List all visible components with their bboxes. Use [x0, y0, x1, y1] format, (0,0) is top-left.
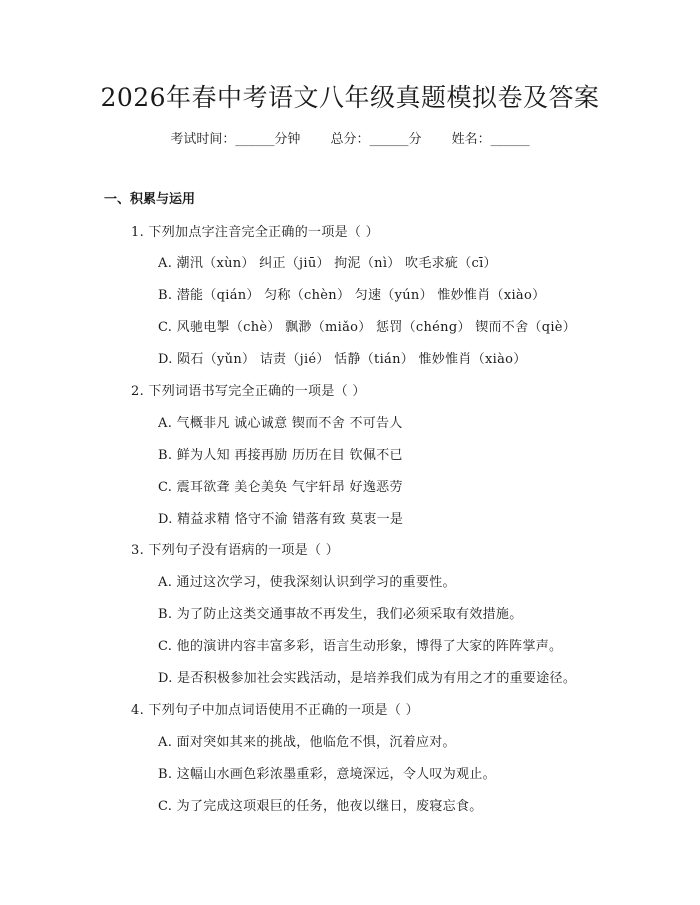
question-1-option-b: B. 潜能（qián） 匀称（chèn） 匀速（yún） 惟妙惟肖（xiào）: [158, 288, 546, 303]
question-1-option-c: C. 风驰电掣（chè） 飘渺（miǎo） 惩罚（chéng） 锲而不舍（qiè）: [158, 320, 577, 335]
question-1-stem: 1. 下列加点字注音完全正确的一项是（ ）: [131, 225, 379, 240]
exam-meta: [0, 129, 700, 151]
section-heading: 一、积累与运用: [104, 192, 196, 207]
question-3-option-c: C. 他的演讲内容丰富多彩，语言生动形象，博得了大家的阵阵掌声。: [158, 639, 563, 654]
question-2-option-c: C. 震耳欲聋 美仑美奂 气宇轩昂 好逸恶劳: [158, 480, 403, 495]
question-3-option-d: D. 是否积极参加社会实践活动，是培养我们成为有用之才的重要途径。: [158, 671, 577, 686]
question-3-option-a: A. 通过这次学习，使我深刻认识到学习的重要性。: [158, 575, 456, 590]
question-2-option-d: D. 精益求精 恪守不渝 错落有致 莫衷一是: [158, 512, 404, 527]
question-1-option-a: A. 潮汛（xùn） 纠正（jiū） 拘泥（nì） 吹毛求疵（cī）: [158, 256, 497, 271]
question-1-option-d: D. 陨石（yǔn） 诘责（jié） 恬静（tián） 惟妙惟肖（xiào）: [158, 352, 527, 367]
exam-time-field: 考试时间：______分钟: [170, 132, 301, 147]
question-4-stem: 4. 下列句子中加点词语使用不正确的一项是（ ）: [131, 703, 419, 718]
question-4-option-c: C. 为了完成这项艰巨的任务，他夜以继日，废寝忘食。: [158, 799, 483, 814]
question-2-option-b: B. 鲜为人知 再接再励 历历在目 钦佩不已: [158, 448, 403, 463]
total-score-field: 总分：______分: [330, 132, 422, 147]
question-4-option-a: A. 面对突如其来的挑战，他临危不惧，沉着应对。: [158, 735, 456, 750]
question-4-option-b: B. 这幅山水画色彩浓墨重彩，意境深远，令人叹为观止。: [158, 767, 496, 782]
student-name-field: 姓名：______: [451, 132, 530, 147]
page-title: 2026年春中考语文八年级真题模拟卷及答案: [100, 83, 600, 112]
question-3-option-b: B. 为了防止这类交通事故不再发生，我们必须采取有效措施。: [158, 607, 523, 622]
question-3-stem: 3. 下列句子没有语病的一项是（ ）: [131, 543, 340, 558]
question-2-stem: 2. 下列词语书写完全正确的一项是（ ）: [131, 384, 366, 399]
question-2-option-a: A. 气概非凡 诚心诚意 锲而不舍 不可告人: [158, 416, 403, 431]
